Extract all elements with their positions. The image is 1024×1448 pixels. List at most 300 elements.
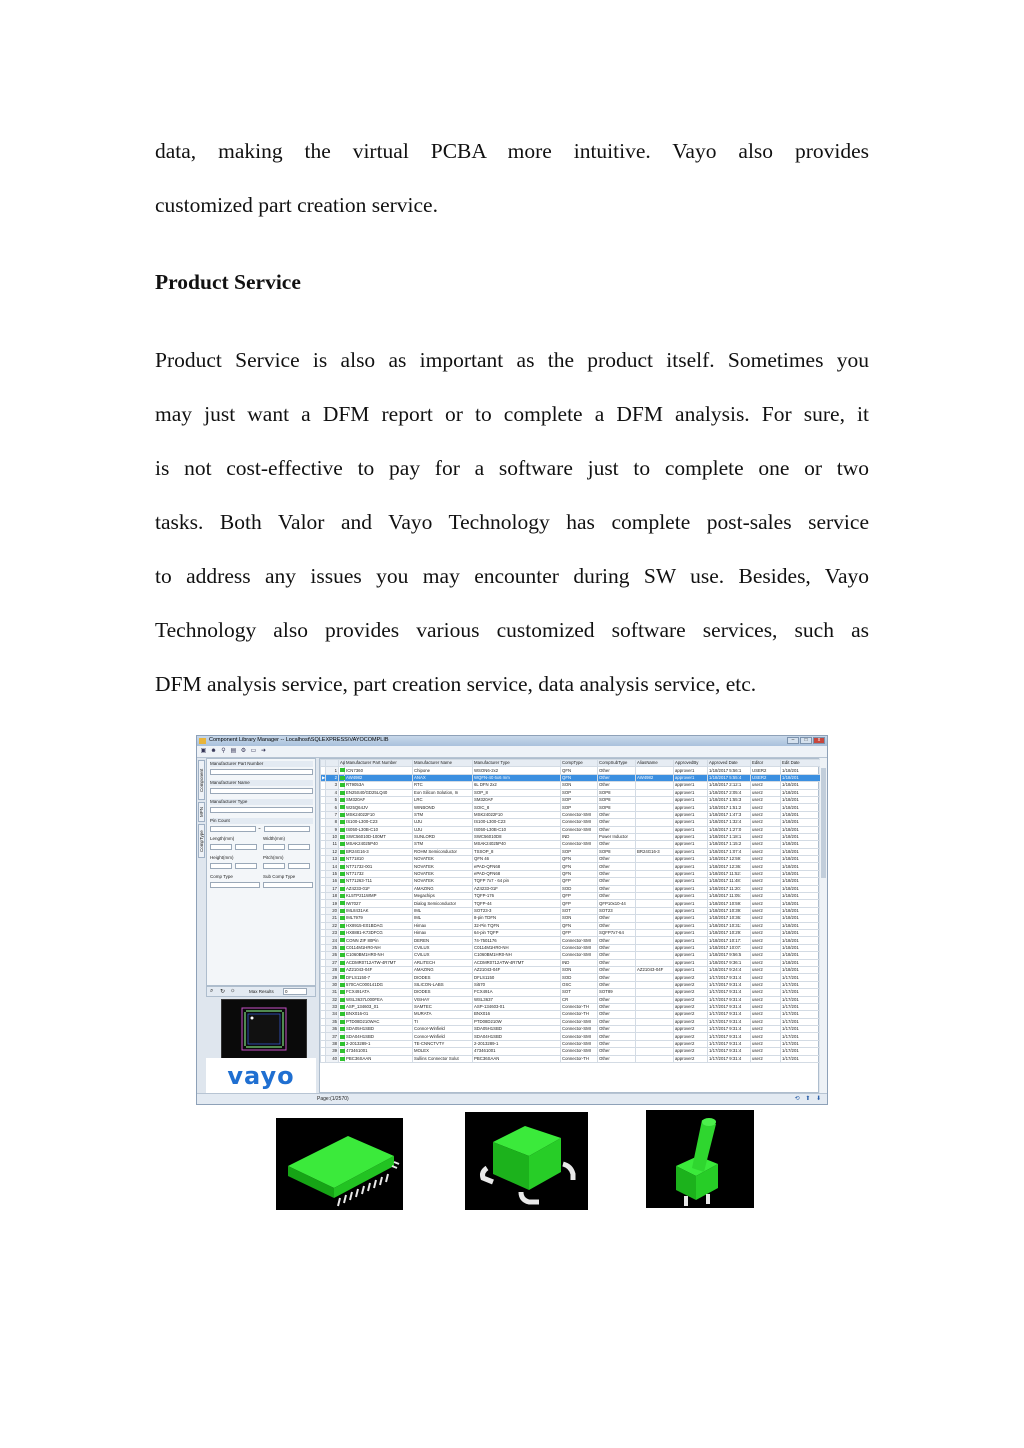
table-row[interactable] xyxy=(321,1040,821,1047)
table-cell[interactable] xyxy=(636,863,674,870)
table-row[interactable] xyxy=(321,1055,821,1062)
table-cell[interactable]: 1/18/2017 10:39: xyxy=(708,907,751,914)
table-cell[interactable]: SDA05H1SBD xyxy=(473,1026,561,1033)
table-cell[interactable]: Connector-SMI xyxy=(561,944,598,951)
table-cell[interactable]: HX8915-E01BDAG xyxy=(345,922,413,929)
table-cell[interactable]: user2 xyxy=(751,996,781,1003)
table-cell[interactable]: SOP8 xyxy=(598,796,636,803)
table-cell[interactable]: user2 xyxy=(751,885,781,892)
table-cell[interactable] xyxy=(636,893,674,900)
table-cell[interactable] xyxy=(636,1018,674,1025)
row-number[interactable]: 34 xyxy=(326,1011,339,1018)
table-cell[interactable]: QFN xyxy=(561,767,598,774)
table-cell[interactable]: AZ21043-04F xyxy=(345,966,413,973)
row-number[interactable]: 14 xyxy=(326,863,339,870)
table-cell[interactable] xyxy=(636,907,674,914)
table-cell[interactable]: 1/17/201 xyxy=(781,981,821,988)
table-cell[interactable]: 1/18/201 xyxy=(781,870,821,877)
table-cell[interactable]: user2 xyxy=(751,796,781,803)
row-number[interactable]: 19 xyxy=(326,900,339,907)
table-cell[interactable]: SM320AF xyxy=(345,796,413,803)
column-header[interactable]: Manufacturer Part Number xyxy=(345,760,413,767)
table-cell[interactable]: AMAZING xyxy=(413,885,473,892)
table-cell[interactable]: NOVATEK xyxy=(413,870,473,877)
table-cell[interactable] xyxy=(636,1026,674,1033)
table-cell[interactable]: 1/18/201 xyxy=(781,966,821,973)
table-cell[interactable] xyxy=(636,833,674,840)
table-cell[interactable]: Other xyxy=(598,974,636,981)
column-header[interactable]: AliasName xyxy=(636,760,674,767)
table-cell[interactable]: TQFP-176 xyxy=(473,893,561,900)
table-cell[interactable]: 1/17/2017 9:31:4 xyxy=(708,1033,751,1040)
table-cell[interactable]: 1/18/201 xyxy=(781,893,821,900)
row-number[interactable]: 4 xyxy=(326,789,339,796)
table-cell[interactable] xyxy=(636,826,674,833)
table-cell[interactable]: SON xyxy=(561,915,598,922)
table-cell[interactable]: NOVATEK xyxy=(413,856,473,863)
table-cell[interactable]: Other xyxy=(598,841,636,848)
table-cell[interactable]: DFLS1150-7 xyxy=(345,974,413,981)
maximize-button[interactable]: □ xyxy=(800,737,812,744)
table-cell[interactable]: 1/17/201 xyxy=(781,1003,821,1010)
table-cell[interactable]: Other xyxy=(598,981,636,988)
table-cell[interactable]: SDA04H1SBD xyxy=(345,1033,413,1040)
table-cell[interactable]: 1/18/201 xyxy=(781,789,821,796)
row-number[interactable]: 23 xyxy=(326,929,339,936)
table-cell[interactable]: QFP xyxy=(561,900,598,907)
column-header[interactable]: Manufacturer Name xyxy=(413,760,473,767)
table-cell[interactable]: BNX016-01 xyxy=(345,1011,413,1018)
table-cell[interactable]: approver1 xyxy=(674,841,708,848)
table-cell[interactable]: Other xyxy=(598,1048,636,1055)
table-cell[interactable]: SOIC_8 xyxy=(473,804,561,811)
table-cell[interactable]: DIODES xyxy=(413,989,473,996)
table-cell[interactable]: Other xyxy=(598,826,636,833)
table-cell[interactable]: QFP xyxy=(561,878,598,885)
table-row[interactable] xyxy=(321,915,821,922)
table-cell[interactable]: approver1 xyxy=(674,819,708,826)
table-cell[interactable]: MSAK24025P40 xyxy=(473,841,561,848)
table-cell[interactable] xyxy=(636,959,674,966)
table-cell[interactable]: user2 xyxy=(751,841,781,848)
table-cell[interactable]: NT71732-001 xyxy=(345,863,413,870)
table-cell[interactable]: user2 xyxy=(751,870,781,877)
table-row[interactable] xyxy=(321,819,821,826)
table-cell[interactable]: PTD08D210WAC xyxy=(345,1018,413,1025)
table-cell[interactable]: IS100-L300-C23 xyxy=(345,819,413,826)
table-cell[interactable]: 1/18/201 xyxy=(781,811,821,818)
table-cell[interactable]: approver1 xyxy=(674,833,708,840)
table-cell[interactable]: 1/18/2017 1:07:4 xyxy=(708,848,751,855)
table-cell[interactable]: 1/18/2017 2:05:4 xyxy=(708,789,751,796)
table-cell[interactable]: DFLS1150 xyxy=(473,974,561,981)
table-cell[interactable]: 1/17/201 xyxy=(781,1026,821,1033)
search-icon[interactable]: ⚲ xyxy=(221,748,226,754)
table-cell[interactable]: 1/18/2017 11:52: xyxy=(708,870,751,877)
row-number[interactable]: 8 xyxy=(326,819,339,826)
table-cell[interactable] xyxy=(636,796,674,803)
table-cell[interactable]: Si570 xyxy=(473,981,561,988)
table-cell[interactable]: IND xyxy=(561,959,598,966)
table-cell[interactable]: QFN 46 xyxy=(473,856,561,863)
height-min-input[interactable] xyxy=(210,863,232,869)
table-cell[interactable]: user2 xyxy=(751,966,781,973)
table-cell[interactable]: SOP_8 xyxy=(473,789,561,796)
table-cell[interactable]: Other xyxy=(598,959,636,966)
row-number[interactable]: 2 xyxy=(326,774,339,781)
table-cell[interactable]: NOVATEK xyxy=(413,878,473,885)
table-cell[interactable]: 1/17/201 xyxy=(781,974,821,981)
table-cell[interactable] xyxy=(636,937,674,944)
table-cell[interactable]: user2 xyxy=(751,1018,781,1025)
table-cell[interactable]: IS100-L300-C23 xyxy=(473,819,561,826)
table-cell[interactable]: 1/17/2017 9:31:4 xyxy=(708,1040,751,1047)
table-cell[interactable]: 1/18/201 xyxy=(781,944,821,951)
table-cell[interactable]: PTD08D210W xyxy=(473,1018,561,1025)
table-cell[interactable]: VISHAY xyxy=(413,996,473,1003)
table-cell[interactable]: approver1 xyxy=(674,922,708,929)
table-cell[interactable]: SAMTEC xyxy=(413,1003,473,1010)
table-cell[interactable]: approver2 xyxy=(674,974,708,981)
table-cell[interactable]: user2 xyxy=(751,833,781,840)
table-cell[interactable] xyxy=(636,996,674,1003)
table-cell[interactable]: QFN xyxy=(561,922,598,929)
table-cell[interactable]: Other xyxy=(598,811,636,818)
table-cell[interactable]: user2 xyxy=(751,856,781,863)
table-cell[interactable]: approver1 xyxy=(674,959,708,966)
table-cell[interactable]: Other xyxy=(598,1003,636,1010)
table-cell[interactable]: approver1 xyxy=(674,870,708,877)
table-cell[interactable]: user2 xyxy=(751,826,781,833)
table-cell[interactable]: 1/18/201 xyxy=(781,826,821,833)
table-cell[interactable]: 1/17/201 xyxy=(781,1048,821,1055)
table-cell[interactable]: SDA04H1SBD xyxy=(473,1033,561,1040)
row-number[interactable]: 5 xyxy=(326,796,339,803)
table-cell[interactable]: Megachips xyxy=(413,893,473,900)
table-row[interactable] xyxy=(321,1033,821,1040)
table-cell[interactable] xyxy=(636,974,674,981)
max-results-input[interactable]: 0 xyxy=(283,988,307,995)
table-cell[interactable]: BR24G16-3 xyxy=(636,848,674,855)
table-cell[interactable]: SOD xyxy=(561,974,598,981)
width-max-input[interactable] xyxy=(288,844,310,850)
table-cell[interactable]: Other xyxy=(598,937,636,944)
table-cell[interactable]: approver2 xyxy=(674,981,708,988)
table-cell[interactable]: approver1 xyxy=(674,774,708,781)
table-cell[interactable]: user2 xyxy=(751,922,781,929)
table-cell[interactable]: ICN7360 xyxy=(345,767,413,774)
table-cell[interactable]: TQFP 7x7 - 64 pin xyxy=(473,878,561,885)
table-cell[interactable]: approver1 xyxy=(674,848,708,855)
mpn-input[interactable] xyxy=(210,769,313,775)
table-row[interactable] xyxy=(321,929,821,936)
table-cell[interactable]: DIODES xyxy=(413,974,473,981)
row-number[interactable]: 15 xyxy=(326,870,339,877)
minimize-button[interactable]: – xyxy=(787,737,799,744)
table-cell[interactable]: 1/18/2017 1:47:3 xyxy=(708,811,751,818)
table-cell[interactable]: SOT89 xyxy=(598,989,636,996)
column-header[interactable]: CompType xyxy=(561,760,598,767)
table-cell[interactable]: Other xyxy=(598,966,636,973)
table-cell[interactable] xyxy=(636,878,674,885)
table-cell[interactable]: AZ4233-01F xyxy=(345,885,413,892)
row-number[interactable]: 36 xyxy=(326,1026,339,1033)
table-cell[interactable] xyxy=(636,929,674,936)
table-cell[interactable]: Connector-SMI xyxy=(561,819,598,826)
table-row[interactable] xyxy=(321,944,821,951)
table-cell[interactable]: USER2 xyxy=(751,774,781,781)
row-number[interactable]: 32 xyxy=(326,996,339,1003)
table-cell[interactable]: BNX016 xyxy=(473,1011,561,1018)
table-cell[interactable]: Connector-TH xyxy=(561,1003,598,1010)
table-cell[interactable]: SOP8 xyxy=(598,804,636,811)
table-cell[interactable] xyxy=(636,1011,674,1018)
table-cell[interactable]: RTC xyxy=(413,782,473,789)
table-cell[interactable]: SQFP7x7-64 xyxy=(598,929,636,936)
comp-type-select[interactable] xyxy=(210,882,260,888)
table-cell[interactable]: EN25S40/GD25LQ40 xyxy=(345,789,413,796)
table-cell[interactable]: user2 xyxy=(751,819,781,826)
row-number[interactable]: 35 xyxy=(326,1018,339,1025)
table-row[interactable] xyxy=(321,996,821,1003)
table-cell[interactable]: approver1 xyxy=(674,789,708,796)
table-cell[interactable]: UJU xyxy=(413,826,473,833)
table-cell[interactable]: 1/18/201 xyxy=(781,767,821,774)
table-cell[interactable] xyxy=(636,885,674,892)
table-cell[interactable] xyxy=(636,870,674,877)
table-cell[interactable]: NT71732 xyxy=(345,870,413,877)
table-cell[interactable]: 1/17/2017 9:31:4 xyxy=(708,989,751,996)
table-cell[interactable]: SILICON-LABS xyxy=(413,981,473,988)
table-cell[interactable]: 1/18/2017 9:56:5 xyxy=(708,952,751,959)
table-cell[interactable]: 1/18/2017 10:17: xyxy=(708,937,751,944)
table-cell[interactable]: MSAK24025P40 xyxy=(345,841,413,848)
table-cell[interactable]: IS050-L30B-C10 xyxy=(473,826,561,833)
table-cell[interactable]: QFP xyxy=(561,893,598,900)
table-cell[interactable]: 1/18/2017 10:07: xyxy=(708,944,751,951)
table-cell[interactable]: Other xyxy=(598,774,636,781)
row-number[interactable]: 28 xyxy=(326,966,339,973)
table-cell[interactable]: user2 xyxy=(751,907,781,914)
table-row[interactable] xyxy=(321,863,821,870)
table-cell[interactable]: AW4982 xyxy=(636,774,674,781)
table-cell[interactable]: Dialog Semiconductor xyxy=(413,900,473,907)
table-cell[interactable]: 1/17/201 xyxy=(781,1011,821,1018)
table-cell[interactable]: Connector-TH xyxy=(561,1055,598,1062)
row-number[interactable]: 37 xyxy=(326,1033,339,1040)
table-cell[interactable]: 1/17/2017 9:31:4 xyxy=(708,996,751,1003)
table-cell[interactable]: 1/18/201 xyxy=(781,907,821,914)
table-row[interactable] xyxy=(321,952,821,959)
user-icon[interactable]: ☻ xyxy=(210,748,217,754)
row-number[interactable]: 12 xyxy=(326,848,339,855)
table-cell[interactable]: 1/18/2017 1:18:1 xyxy=(708,833,751,840)
table-cell[interactable]: Connector-SMI xyxy=(561,1026,598,1033)
column-header[interactable]: Editor xyxy=(751,760,781,767)
table-cell[interactable]: approver1 xyxy=(674,878,708,885)
binoculars-icon[interactable]: ⌕ xyxy=(210,988,214,994)
tab-mpn[interactable]: MPN xyxy=(198,802,205,822)
filter-icon[interactable]: ▤ xyxy=(230,748,237,754)
table-cell[interactable]: 473461001 xyxy=(345,1048,413,1055)
table-cell[interactable]: WSL3637 xyxy=(473,996,561,1003)
table-row[interactable] xyxy=(321,907,821,914)
table-cell[interactable]: C0114M1HR0-NH xyxy=(345,944,413,951)
table-cell[interactable] xyxy=(636,981,674,988)
row-number[interactable]: 25 xyxy=(326,944,339,951)
table-cell[interactable]: AZ4233-01F xyxy=(473,885,561,892)
table-cell[interactable]: LRC xyxy=(413,796,473,803)
table-cell[interactable]: Connector-SMI xyxy=(561,1018,598,1025)
table-cell[interactable]: STM xyxy=(413,811,473,818)
table-cell[interactable]: user2 xyxy=(751,1040,781,1047)
table-cell[interactable]: Sullins Connector Solut xyxy=(413,1055,473,1062)
table-cell[interactable]: 1/18/201 xyxy=(781,878,821,885)
table-cell[interactable]: Other xyxy=(598,819,636,826)
table-cell[interactable]: user2 xyxy=(751,782,781,789)
table-cell[interactable] xyxy=(636,1048,674,1055)
table-cell[interactable]: user2 xyxy=(751,900,781,907)
table-cell[interactable]: MSK24022F10 xyxy=(473,811,561,818)
table-cell[interactable]: user2 xyxy=(751,1026,781,1033)
table-cell[interactable]: user2 xyxy=(751,863,781,870)
row-number[interactable]: 18 xyxy=(326,893,339,900)
row-number[interactable]: 9 xyxy=(326,826,339,833)
row-number[interactable]: 7 xyxy=(326,811,339,818)
table-cell[interactable]: 1/18/201 xyxy=(781,959,821,966)
row-number[interactable]: 39 xyxy=(326,1048,339,1055)
table-cell[interactable]: Other xyxy=(598,1040,636,1047)
table-cell[interactable]: 1/18/2017 10:29: xyxy=(708,929,751,936)
table-cell[interactable]: HX8881-K73DFCG xyxy=(345,929,413,936)
table-cell[interactable]: CONN ZIF 80Pin xyxy=(345,937,413,944)
table-row[interactable] xyxy=(321,811,821,818)
table-cell[interactable]: user2 xyxy=(751,893,781,900)
table-cell[interactable]: approver1 xyxy=(674,893,708,900)
table-cell[interactable]: ACDMR0712ATW-4R7MT xyxy=(473,959,561,966)
tab-component[interactable]: Component xyxy=(198,760,205,800)
table-cell[interactable]: Connector-SMI xyxy=(561,1048,598,1055)
table-cell[interactable]: Other xyxy=(598,856,636,863)
table-cell[interactable]: Other xyxy=(598,893,636,900)
row-number[interactable]: 27 xyxy=(326,959,339,966)
table-row[interactable] xyxy=(321,1011,821,1018)
length-max-input[interactable] xyxy=(235,844,257,850)
table-cell[interactable] xyxy=(636,1055,674,1062)
table-cell[interactable]: user2 xyxy=(751,959,781,966)
table-row[interactable] xyxy=(321,841,821,848)
table-cell[interactable]: NT71263-711 xyxy=(345,878,413,885)
table-cell[interactable]: WSL3637L000FEA xyxy=(345,996,413,1003)
row-number[interactable]: 29 xyxy=(326,974,339,981)
table-cell[interactable]: 8-pin TDFN xyxy=(473,915,561,922)
table-cell[interactable]: user2 xyxy=(751,929,781,936)
table-cell[interactable]: Other xyxy=(598,1026,636,1033)
column-header[interactable]: Edit Date xyxy=(781,760,821,767)
table-cell[interactable]: ARLITECH xyxy=(413,959,473,966)
table-cell[interactable]: ACDMR0712ATW-4R7MT xyxy=(345,959,413,966)
table-row[interactable] xyxy=(321,878,821,885)
table-row[interactable] xyxy=(321,981,821,988)
table-cell[interactable]: 1/17/2017 9:31:4 xyxy=(708,1003,751,1010)
table-cell[interactable]: SON xyxy=(561,966,598,973)
row-number[interactable]: 22 xyxy=(326,922,339,929)
table-cell[interactable]: 1/18/2017 10:31: xyxy=(708,922,751,929)
table-cell[interactable]: 1/18/201 xyxy=(781,900,821,907)
table-cell[interactable]: 6L DFN 2x2 xyxy=(473,782,561,789)
table-cell[interactable]: 1/18/2017 9:36:1 xyxy=(708,959,751,966)
table-cell[interactable]: approver2 xyxy=(674,1040,708,1047)
table-cell[interactable]: IW7027 xyxy=(345,900,413,907)
table-cell[interactable]: Himax xyxy=(413,922,473,929)
table-cell[interactable]: 1/18/2017 9:24:4 xyxy=(708,966,751,973)
table-cell[interactable]: Connector-TH xyxy=(561,1011,598,1018)
table-cell[interactable]: 1/18/2017 1:32:4 xyxy=(708,819,751,826)
column-header[interactable]: Approved Date xyxy=(708,760,751,767)
table-cell[interactable]: Connor-Winfield xyxy=(413,1033,473,1040)
pitch-min-input[interactable] xyxy=(263,863,285,869)
table-cell[interactable]: Other xyxy=(598,1033,636,1040)
table-cell[interactable]: TI xyxy=(413,1018,473,1025)
table-cell[interactable]: 1/17/201 xyxy=(781,1018,821,1025)
table-cell[interactable]: approver2 xyxy=(674,1018,708,1025)
table-cell[interactable]: Other xyxy=(598,952,636,959)
table-cell[interactable] xyxy=(636,782,674,789)
table-cell[interactable]: WINBOND xyxy=(413,804,473,811)
table-cell[interactable]: FCX491ATA xyxy=(345,989,413,996)
table-cell[interactable]: CR xyxy=(561,996,598,1003)
table-cell[interactable]: 1/18/2017 11:05: xyxy=(708,893,751,900)
table-cell[interactable]: 74-7501176 xyxy=(473,937,561,944)
length-min-input[interactable] xyxy=(210,844,232,850)
table-cell[interactable]: TSSOP_8 xyxy=(473,848,561,855)
table-cell[interactable]: CVILUX xyxy=(413,944,473,951)
table-cell[interactable]: user2 xyxy=(751,789,781,796)
table-cell[interactable]: SOP xyxy=(561,848,598,855)
table-cell[interactable]: 1/18/201 xyxy=(781,863,821,870)
table-cell[interactable]: user2 xyxy=(751,989,781,996)
table-cell[interactable]: Other xyxy=(598,944,636,951)
row-number[interactable]: 26 xyxy=(326,952,339,959)
table-cell[interactable]: user2 xyxy=(751,1011,781,1018)
table-cell[interactable]: user2 xyxy=(751,915,781,922)
table-cell[interactable] xyxy=(636,856,674,863)
table-cell[interactable]: 1/17/2017 9:31:4 xyxy=(708,1055,751,1062)
column-header[interactable]: ApprovedBy xyxy=(674,760,708,767)
table-cell[interactable]: IML7979 xyxy=(345,915,413,922)
table-cell[interactable]: 1/18/2017 10:36: xyxy=(708,915,751,922)
table-cell[interactable] xyxy=(636,944,674,951)
table-cell[interactable] xyxy=(636,1040,674,1047)
table-cell[interactable]: approver1 xyxy=(674,885,708,892)
row-number[interactable]: 17 xyxy=(326,885,339,892)
table-cell[interactable]: W25Q64JV xyxy=(345,804,413,811)
table-cell[interactable]: SOT23-3 xyxy=(473,907,561,914)
table-cell[interactable]: BR24G16-3 xyxy=(345,848,413,855)
table-cell[interactable]: SDA05H1SBD xyxy=(345,1026,413,1033)
table-cell[interactable]: approver1 xyxy=(674,782,708,789)
table-cell[interactable]: 1/18/201 xyxy=(781,937,821,944)
table-cell[interactable]: 1/17/201 xyxy=(781,1033,821,1040)
table-cell[interactable]: MURATA xyxy=(413,1011,473,1018)
table-cell[interactable]: Connector-SMI xyxy=(561,1040,598,1047)
table-row[interactable] xyxy=(321,856,821,863)
table-cell[interactable]: ASP_134603_01 xyxy=(345,1003,413,1010)
table-cell[interactable]: ePAD-QFN68 xyxy=(473,863,561,870)
table-cell[interactable]: Other xyxy=(598,870,636,877)
table-cell[interactable]: approver1 xyxy=(674,856,708,863)
table-cell[interactable]: 32-Pin TQFN xyxy=(473,922,561,929)
